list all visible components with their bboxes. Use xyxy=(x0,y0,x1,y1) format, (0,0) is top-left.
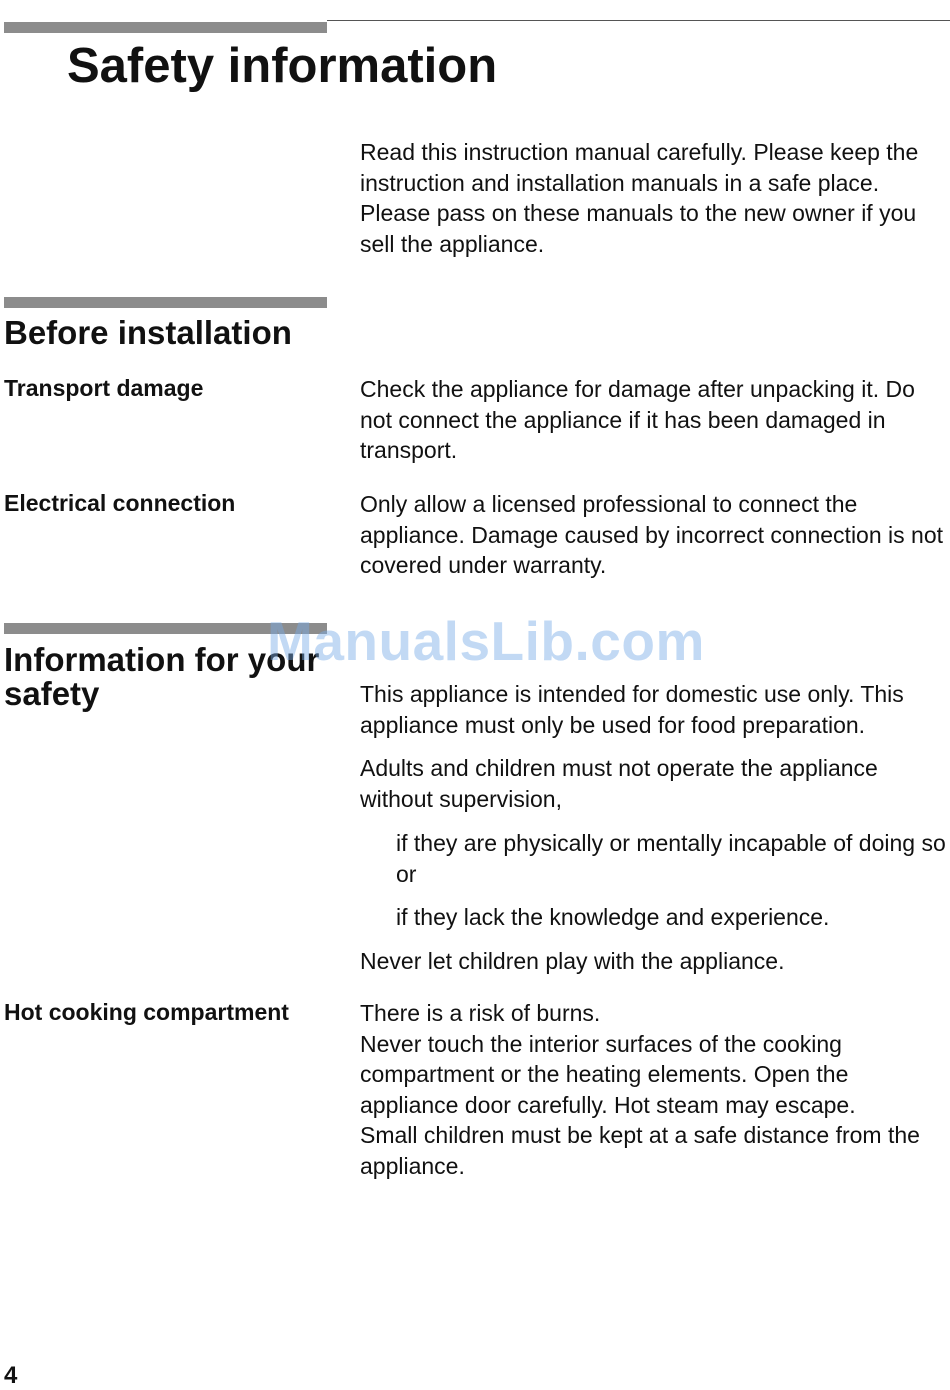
text-electrical-connection: Only allow a licensed professional to connect the appliance. Damage caused by incorrect connection is not covered under warranty. xyxy=(360,491,944,578)
label-electrical-connection: Electrical connection xyxy=(4,490,236,516)
safety-closing: Never let children play with the appliance. xyxy=(360,948,785,974)
section-heading-information-for-your-safety: Information for your safety xyxy=(4,641,320,712)
page-number: 4 xyxy=(4,1362,18,1389)
section-heading-before-installation: Before installation xyxy=(4,314,292,351)
list-item: if they are physically or mentally incapable of doing so or xyxy=(396,830,946,887)
safety-paragraph-2: Adults and children must not operate the appliance without supervision, xyxy=(360,755,878,812)
text-hot-cooking-compartment: There is a risk of burns. Never touch the interior surfaces of the cooking compartment or the heating elements. Open the appliance door carefully. Hot steam may escape. Small children must be kept at a safe distance from the appliance. xyxy=(360,1000,920,1179)
section-bar xyxy=(4,22,327,33)
text-transport-damage: Check the appliance for damage after unpacking it. Do not connect the appliance if it has been damaged in transport. xyxy=(360,376,915,463)
intro-paragraph: Read this instruction manual carefully. Please keep the instruction and installation manuals in a safe place. Please pass on these manuals to the new owner if you sell the appliance. xyxy=(360,139,919,257)
section-bar xyxy=(4,297,327,308)
list-item: if they lack the knowledge and experience. xyxy=(396,904,830,930)
header-rule xyxy=(327,20,950,21)
label-hot-cooking-compartment: Hot cooking compartment xyxy=(4,999,289,1025)
page-title: Safety information xyxy=(67,39,498,93)
label-transport-damage: Transport damage xyxy=(4,375,204,401)
watermark: ManualsLib.com xyxy=(267,610,705,672)
safety-paragraph-1: This appliance is intended for domestic use only. This appliance must only be used for food preparation. xyxy=(360,681,904,738)
